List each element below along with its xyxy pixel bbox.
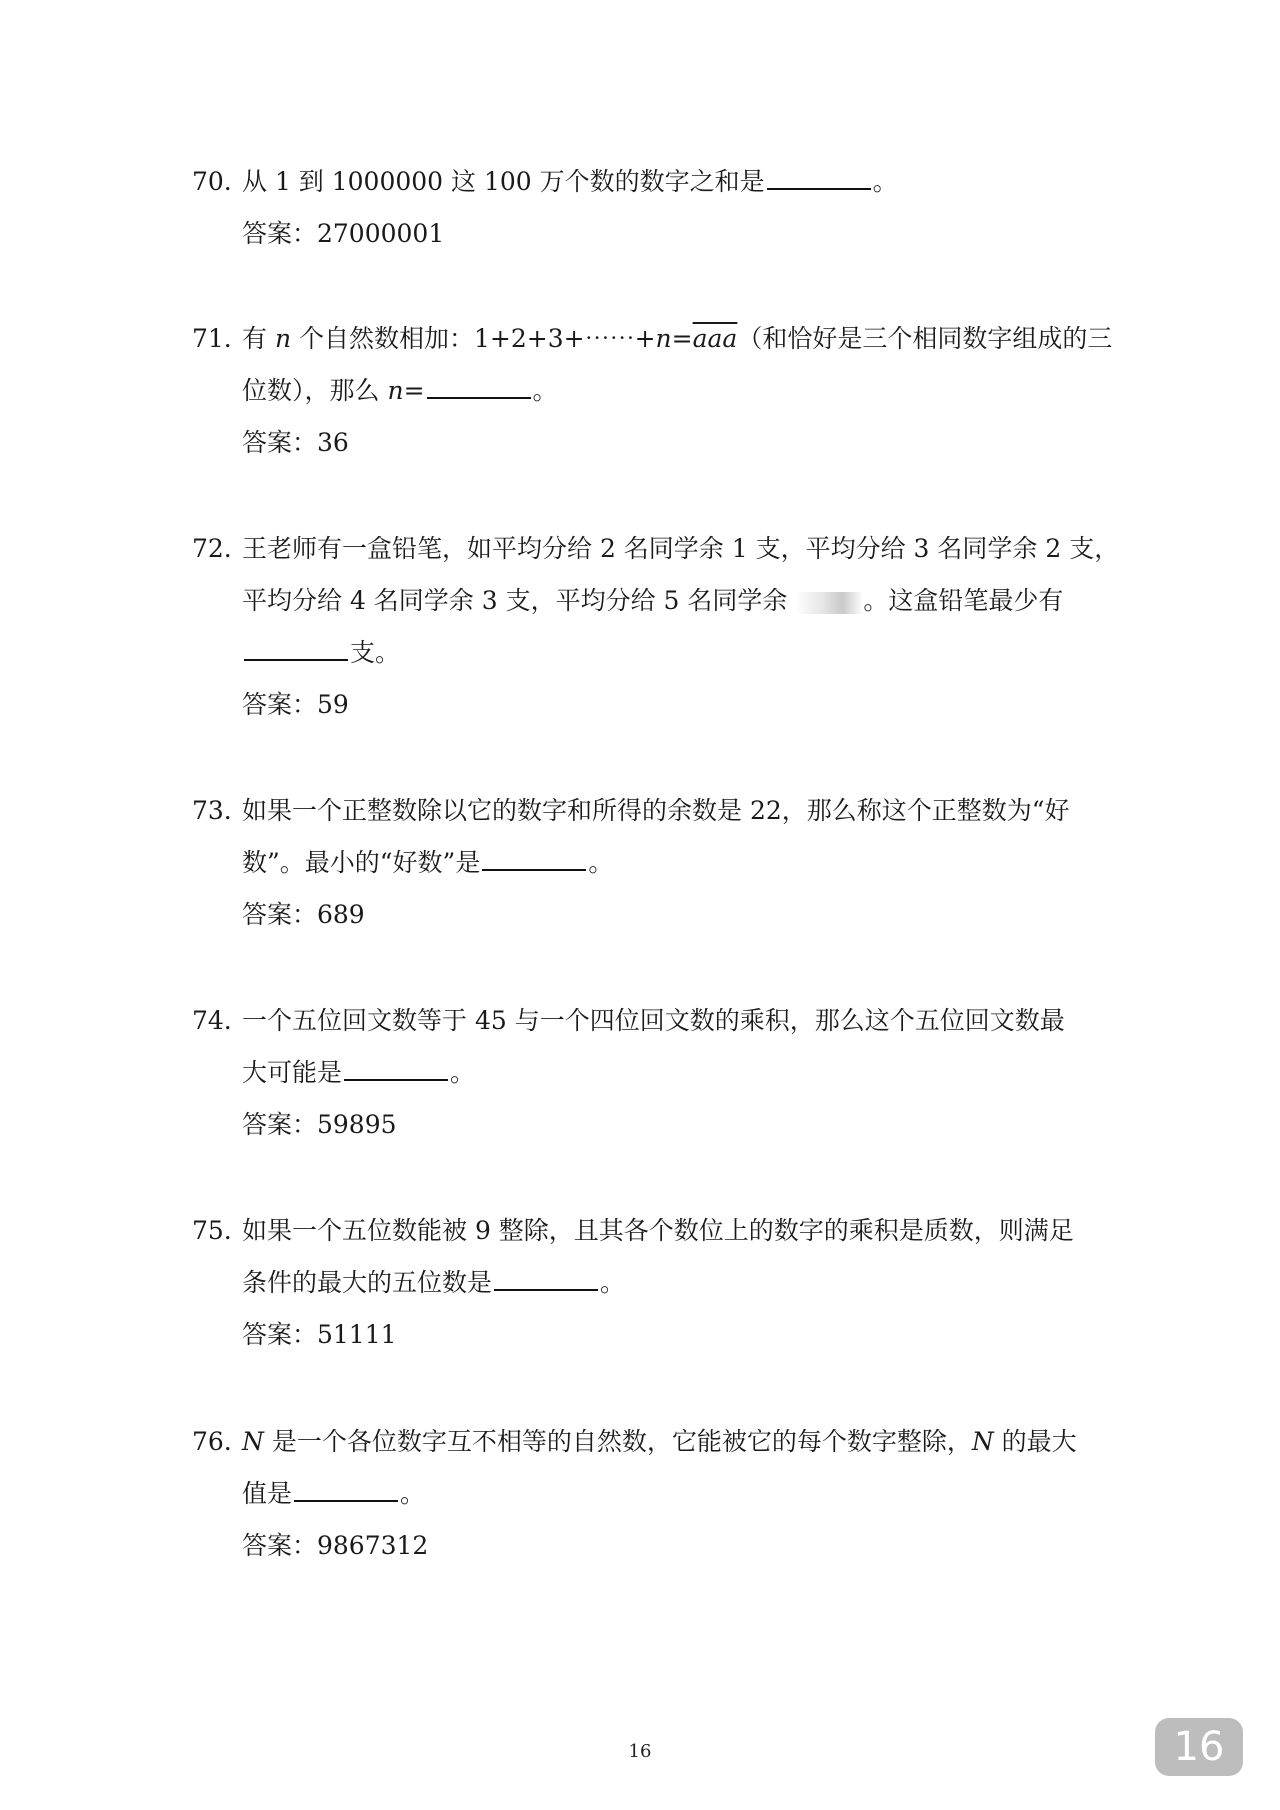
answer-text: 答案：36 bbox=[242, 428, 349, 457]
question-text-cont: 位数），那么 n= 。 bbox=[242, 376, 558, 405]
question-number: 73. bbox=[192, 796, 232, 825]
question-number: 70. bbox=[192, 167, 232, 196]
question-text: 王老师有一盒铅笔，如平均分给 2 名同学余 1 支，平均分给 3 名同学余 2 支， bbox=[242, 534, 1120, 563]
question-70 bbox=[192, 156, 1092, 260]
question-text-cont: 值是 。 bbox=[242, 1479, 426, 1508]
question-text-cont: 数”。最小的“好数”是 。 bbox=[242, 848, 614, 877]
smudge-mark bbox=[795, 592, 863, 614]
question-text-cont: 大可能是 。 bbox=[242, 1058, 476, 1087]
overline-aaa: $\overline{aaa}$ bbox=[692, 324, 738, 353]
question-text-cont: 平均分给 4 名同学余 3 支，平均分给 5 名同学余 。这盒铅笔最少有 bbox=[242, 586, 1064, 615]
page-indicator-badge: 16 bbox=[1155, 1718, 1243, 1776]
answer-blank bbox=[344, 1057, 448, 1081]
answer-blank bbox=[294, 1478, 398, 1502]
answer-text: 答案：9867312 bbox=[242, 1531, 429, 1560]
question-76 bbox=[192, 1416, 1092, 1572]
question-text-cont: 条件的最大的五位数是 。 bbox=[242, 1268, 626, 1297]
answer-text: 答案：27000001 bbox=[242, 219, 445, 248]
question-72 bbox=[192, 523, 1120, 731]
question-number: 71. bbox=[192, 324, 232, 353]
answer-blank bbox=[767, 166, 871, 190]
answer-text: 答案：59895 bbox=[242, 1110, 397, 1139]
answer-text: 答案：59 bbox=[242, 690, 349, 719]
question-number: 75. bbox=[192, 1216, 232, 1245]
question-number: 76. bbox=[192, 1427, 232, 1456]
question-text: 从 1 到 1000000 这 100 万个数的数字之和是 。 bbox=[242, 167, 898, 196]
answer-text: 答案：51111 bbox=[242, 1320, 397, 1349]
answer-text: 答案：689 bbox=[242, 900, 365, 929]
question-text: 如果一个五位数能被 9 整除，且其各个数位上的数字的乘积是质数，则满足 bbox=[242, 1216, 1074, 1245]
question-text: N 是一个各位数字互不相等的自然数，它能被它的每个数字整除，N 的最大 bbox=[242, 1427, 1077, 1456]
answer-blank bbox=[427, 375, 531, 399]
page-number: 16 bbox=[628, 1741, 652, 1762]
answer-blank bbox=[494, 1267, 598, 1291]
question-number: 74. bbox=[192, 1006, 232, 1035]
answer-blank bbox=[244, 637, 348, 661]
question-text: 有 n 个自然数相加：$1+2+3+\cdots\cdots+n=\overline{aaa}$（和恰好是三个相同数字组成的三 bbox=[242, 324, 1113, 353]
question-text-cont: 支。 bbox=[242, 627, 1092, 679]
question-text: 如果一个正整数除以它的数字和所得的余数是 22，那么称这个正整数为“好 bbox=[242, 796, 1070, 825]
question-75 bbox=[192, 1205, 1092, 1361]
question-text: 一个五位回文数等于 45 与一个四位回文数的乘积，那么这个五位回文数最 bbox=[242, 1006, 1065, 1035]
question-73 bbox=[192, 785, 1092, 941]
question-71 bbox=[192, 313, 1113, 469]
answer-blank bbox=[482, 847, 586, 871]
question-number: 72. bbox=[192, 534, 232, 563]
question-74 bbox=[192, 995, 1092, 1151]
